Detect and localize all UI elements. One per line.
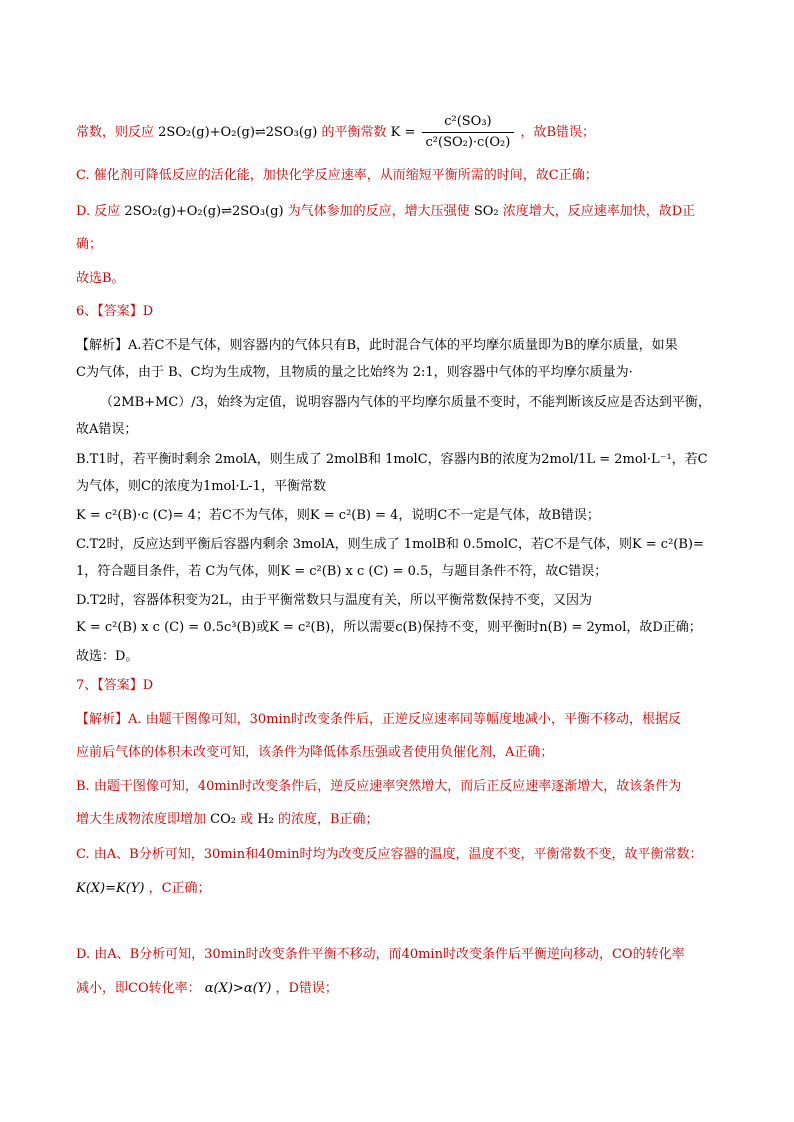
- reaction-equation: 2SO₂(g)+O₂(g)⇌2SO₃(g): [158, 125, 318, 140]
- text: ，故B错误；: [520, 125, 596, 140]
- text: B.T1时，若平衡时剩余 2molA，则生成了 2molB和 1molC，容器内B的浓度为2mol/1L = 2mol·L⁻¹，若C: [76, 452, 708, 467]
- line-16: [76, 592, 592, 610]
- text: 应前后气体的体积未改变可知，该条件为降低体系压强或者使用负催化剂，A正确；: [76, 745, 554, 760]
- text: D. 由A、B分析可知，30min时改变条件平衡不移动，而40min时改变条件后平衡逆向移动，CO的转化率: [76, 947, 685, 962]
- text: 的浓度，B正确；: [277, 812, 379, 827]
- text: 为气体，则C的浓度为1mol·L-1，平衡常数: [76, 479, 326, 494]
- text: B. 由题干图像可知，40min时改变条件后，逆反应速率突然增大，而后正反应速率逐渐增大，故该条件为: [76, 779, 682, 794]
- line-18: [76, 648, 138, 666]
- line-14: [76, 536, 704, 554]
- text: D.T2时，容器体积变为2L，由于平衡常数只与温度有关，所以平衡常数保持不变，又因为: [76, 593, 592, 608]
- line-15: [76, 563, 607, 581]
- line-7: [76, 337, 678, 355]
- text: 浓度增大，反应速率加快，故D正: [502, 204, 696, 219]
- text: C. 催化剂可降低反应的活化能，加快化学反应速率，从而缩短平衡所需的时间，故C正确；: [76, 168, 598, 183]
- text: 7、【答案】D: [76, 678, 154, 693]
- co2-formula: CO₂: [210, 812, 236, 827]
- text: 减小，即CO转化率：: [76, 981, 201, 996]
- line-10: [76, 421, 137, 439]
- text: 的平衡常数: [321, 125, 387, 140]
- line-27: [76, 980, 338, 998]
- line-23: [76, 811, 379, 829]
- text: （2MB+MC）/3，始终为定值，说明容器内气体的平均摩尔质量不变时，不能判断该反应是否达到平衡，: [100, 395, 711, 410]
- line-22: [76, 778, 681, 796]
- k-symbol: K =: [390, 125, 416, 140]
- line-1: [76, 113, 595, 152]
- line-2: [76, 167, 598, 185]
- text: C为气体，由于 B、C均为生成物，且物质的量之比始终为 2:1，则容器中气体的平均摩尔质量为·: [76, 365, 633, 380]
- line-20: [76, 711, 681, 729]
- text: 故A错误；: [76, 422, 138, 437]
- line-25: [76, 880, 211, 898]
- text: 故选：D。: [76, 649, 139, 664]
- text: D. 反应: [76, 204, 121, 219]
- denominator: c²(SO₂)·c(O₂): [425, 135, 511, 150]
- text: 6、【答案】D: [76, 304, 154, 319]
- answer-7-heading: [76, 677, 153, 695]
- numerator: c²(SO₃): [422, 113, 515, 133]
- text: 为气体参加的反应，增大压强使: [287, 204, 470, 219]
- line-12: [76, 478, 326, 496]
- fraction: [422, 113, 515, 152]
- text: ，C正确；: [148, 881, 211, 896]
- text: 增大生成物浓度即增加: [76, 812, 207, 827]
- text: K = c²(B) x c (C) = 0.5c³(B)或K = c²(B)，所以需要c(B)保持不变，则平衡时n(B) = 2ymol，故D正确；: [76, 620, 702, 635]
- answer-6-heading: [76, 303, 153, 321]
- text: 常数，则反应: [76, 125, 155, 140]
- text: 【解析】A.若C不是气体，则容器内的气体只有B，此时混合气体的平均摩尔质量即为B的摩尔质量，如果: [76, 338, 678, 353]
- alpha-comparison: α(X)>α(Y): [204, 981, 272, 996]
- h2-formula: H₂: [257, 812, 274, 827]
- line-4: [76, 236, 102, 254]
- line-8: [76, 364, 633, 382]
- text: 或: [240, 812, 254, 827]
- line-11: [76, 451, 708, 469]
- line-21: [76, 744, 553, 762]
- text: 故选B。: [76, 271, 125, 286]
- line-13: [76, 507, 600, 525]
- text: C. 由A、B分析可知，30min和40min时均为改变反应容器的温度，温度不变，平衡常数不变，故平衡常数：: [76, 847, 703, 862]
- line-24: [76, 846, 703, 864]
- text: K = c²(B)·c (C)= 4；若C不为气体，则K = c²(B) = 4，说明C不一定是气体，故B错误；: [76, 508, 600, 523]
- line-5: [76, 270, 125, 288]
- line-17: [76, 619, 702, 637]
- so2-formula: SO₂: [473, 204, 499, 219]
- reaction-equation: 2SO₂(g)+O₂(g)⇌2SO₃(g): [124, 204, 284, 219]
- text: 确；: [76, 237, 103, 252]
- line-9: [100, 394, 711, 412]
- text: 1，符合题目条件，若 C为气体，则K = c²(B) x c (C) = 0.5，与题目条件不符，故C错误；: [76, 564, 608, 579]
- text: C.T2时，反应达到平衡后容器内剩余 3molA，则生成了 1molB和 0.5molC，若C不是气体，则K = c²(B)=: [76, 537, 704, 552]
- text: 【解析】A. 由题干图像可知，30min时改变条件后，正逆反应速率同等幅度地减小，平衡不移动，根据反: [76, 712, 682, 727]
- line-26: [76, 946, 685, 964]
- line-3: [76, 203, 695, 221]
- text: ，D错误；: [275, 981, 338, 996]
- k-equality: K(X)=K(Y): [76, 881, 145, 896]
